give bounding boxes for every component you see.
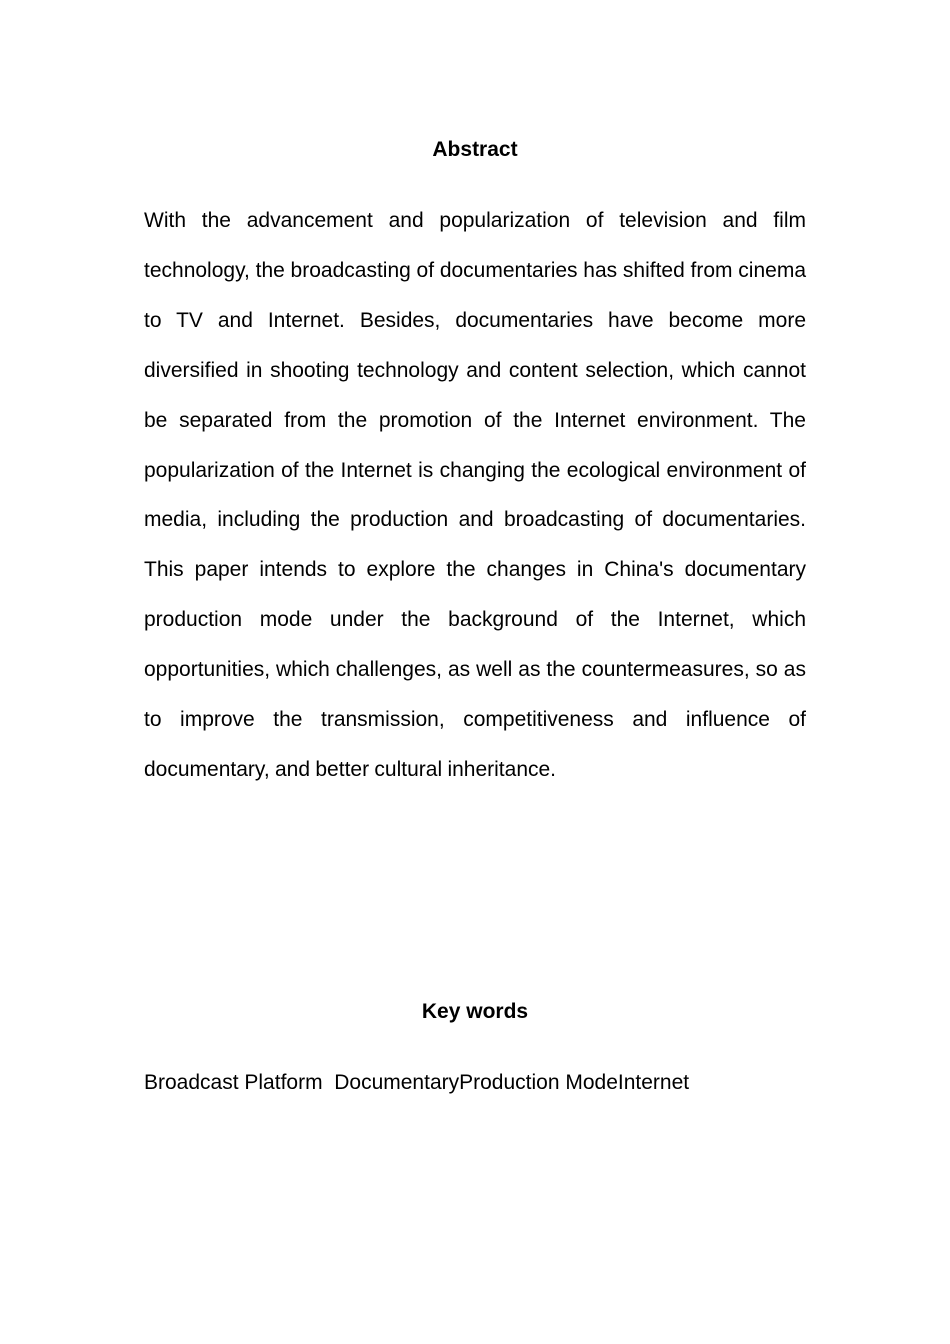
keywords-heading: Key words (421, 1000, 529, 1023)
abstract-heading: Abstract (432, 138, 518, 161)
keywords-list: Broadcast Platform DocumentaryProduction ModeInternet (144, 1071, 690, 1094)
abstract-body: With the advancement and popularization of television and film technology, the broadcasting of documentaries has shifted from cinema to TV and Internet. Besides, documentaries have become more diversified in shooting technology and content selection, which cannot be separated from the promotion of the Internet environment. The popularization of the Internet is changing the ecological environment of media, including the production and broadcasting of documentaries. This paper intends to explore the changes in China's documentary production mode under the background of the Internet, which opportunities, which challenges, as well as the countermeasures, so as to improve the transmission, competitiveness and influence of documentary, and better cultural inheritance. (144, 209, 806, 781)
